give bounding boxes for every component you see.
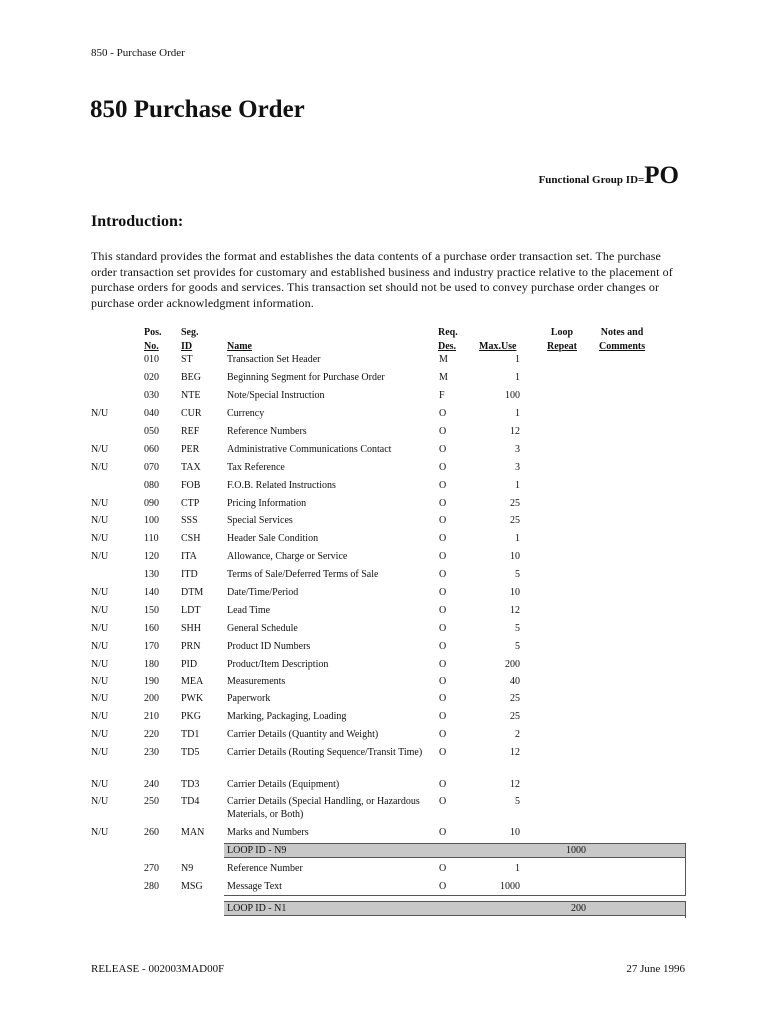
row-name: Paperwork <box>227 693 271 704</box>
row-pos: 070 <box>144 462 159 473</box>
row-usage: N/U <box>91 827 109 838</box>
row-req: O <box>439 605 447 616</box>
row-req: O <box>439 426 447 437</box>
row-req: O <box>439 641 447 652</box>
row-maxuse: 12 <box>510 779 520 790</box>
row-seg-id: TD1 <box>181 729 200 740</box>
row-seg-id: PWK <box>181 693 204 704</box>
row-maxuse: 25 <box>510 515 520 526</box>
row-name: Marking, Packaging, Loading <box>227 711 347 722</box>
row-usage: N/U <box>91 587 109 598</box>
row-name: Carrier Details (Routing Sequence/Transit Time) <box>227 747 423 758</box>
row-seg-id: DTM <box>181 587 204 598</box>
row-req: O <box>439 551 447 562</box>
row-pos: 260 <box>144 827 159 838</box>
row-req: O <box>439 676 447 687</box>
row-name: Lead Time <box>227 605 271 616</box>
row-pos: 160 <box>144 623 159 634</box>
row-req: O <box>439 623 447 634</box>
row-req: O <box>439 693 447 704</box>
row-name: Date/Time/Period <box>227 587 299 598</box>
row-req: O <box>439 444 447 455</box>
row-req: O <box>439 569 447 580</box>
row-name: Pricing Information <box>227 498 307 509</box>
row-name: Tax Reference <box>227 462 285 473</box>
row-name: Allowance, Charge or Service <box>227 551 348 562</box>
row-seg-id: ITD <box>181 569 198 580</box>
row-name: Transaction Set Header <box>227 354 321 365</box>
row-req: O <box>439 462 447 473</box>
row-req: O <box>439 711 447 722</box>
row-maxuse: 5 <box>515 641 520 652</box>
header-name: Name <box>227 341 252 352</box>
row-pos: 120 <box>144 551 159 562</box>
loop-n1-repeat: 200 <box>571 903 586 914</box>
row-pos: 240 <box>144 779 159 790</box>
row-name: F.O.B. Related Instructions <box>227 480 336 491</box>
footer-date: 27 June 1996 <box>626 963 685 975</box>
row-seg-id: TD4 <box>181 796 200 807</box>
row-seg-id: REF <box>181 426 200 437</box>
row-req: O <box>439 863 447 874</box>
row-maxuse: 1000 <box>500 881 520 892</box>
header-seg: Seg. ID <box>181 327 199 352</box>
row-req: O <box>439 659 447 670</box>
row-pos: 090 <box>144 498 159 509</box>
row-seg-id: TD3 <box>181 779 200 790</box>
row-pos: 190 <box>144 676 159 687</box>
row-seg-id: MEA <box>181 676 204 687</box>
row-name: Currency <box>227 408 265 419</box>
footer-release: RELEASE - 002003MAD00F <box>91 963 225 975</box>
row-usage: N/U <box>91 641 109 652</box>
row-seg-id: TD5 <box>181 747 200 758</box>
row-pos: 200 <box>144 693 159 704</box>
header-req: Req. Des. <box>438 327 458 352</box>
row-req: O <box>439 779 447 790</box>
row-usage: N/U <box>91 747 109 758</box>
row-maxuse: 1 <box>515 480 520 491</box>
row-seg-id: ST <box>181 354 193 365</box>
row-usage: N/U <box>91 659 109 670</box>
row-pos: 270 <box>144 863 159 874</box>
row-seg-id: TAX <box>181 462 201 473</box>
row-maxuse: 12 <box>510 747 520 758</box>
row-maxuse: 3 <box>515 444 520 455</box>
row-req: O <box>439 796 447 807</box>
row-req: O <box>439 587 447 598</box>
row-name: Reference Numbers <box>227 426 307 437</box>
row-name: Reference Number <box>227 863 303 874</box>
row-usage: N/U <box>91 462 109 473</box>
row-name: Carrier Details (Equipment) <box>227 779 340 790</box>
row-maxuse: 200 <box>505 659 520 670</box>
functional-group-value: PO <box>644 162 679 189</box>
row-name: Message Text <box>227 881 282 892</box>
functional-group-label: Functional Group ID= <box>538 174 645 186</box>
row-seg-id: BEG <box>181 372 201 383</box>
row-req: F <box>439 390 445 401</box>
row-seg-id: PER <box>181 444 200 455</box>
row-name: Note/Special Instruction <box>227 390 325 401</box>
row-maxuse: 10 <box>510 551 520 562</box>
row-req: O <box>439 747 447 758</box>
row-req: O <box>439 515 447 526</box>
row-maxuse: 3 <box>515 462 520 473</box>
row-seg-id: ITA <box>181 551 197 562</box>
row-maxuse: 5 <box>515 796 520 807</box>
row-usage: N/U <box>91 551 109 562</box>
header-maxuse: Max.Use <box>479 341 517 352</box>
row-seg-id: LDT <box>181 605 201 616</box>
loop-n1-label: LOOP ID - N1 <box>227 903 287 914</box>
row-usage: N/U <box>91 444 109 455</box>
row-maxuse: 1 <box>515 533 520 544</box>
row-pos: 210 <box>144 711 159 722</box>
row-pos: 220 <box>144 729 159 740</box>
introduction-text: This standard provides the format and establishes the data contents of a purchase order transaction set. The purchase order transaction set provides for customary and established business and industry practice relative to the placement of purchase orders for goods and services. This transaction set should not be used to convey purchase order changes or purchase order acknowledgment information. <box>91 249 673 310</box>
row-name: Administrative Communications Contact <box>227 444 392 455</box>
row-usage: N/U <box>91 605 109 616</box>
loop-n9-bar <box>224 843 686 858</box>
row-name: General Schedule <box>227 623 298 634</box>
row-name: Special Services <box>227 515 293 526</box>
row-req: O <box>439 480 447 491</box>
row-usage: N/U <box>91 711 109 722</box>
row-seg-id: SSS <box>181 515 198 526</box>
row-pos: 230 <box>144 747 159 758</box>
row-req: O <box>439 498 447 509</box>
row-req: O <box>439 729 447 740</box>
row-pos: 280 <box>144 881 159 892</box>
row-maxuse: 2 <box>515 729 520 740</box>
row-usage: N/U <box>91 729 109 740</box>
row-pos: 060 <box>144 444 159 455</box>
row-pos: 030 <box>144 390 159 401</box>
row-pos: 080 <box>144 480 159 491</box>
loop-n9-bracket-bottom <box>224 895 686 896</box>
row-pos: 170 <box>144 641 159 652</box>
row-req: O <box>439 881 447 892</box>
row-pos: 020 <box>144 372 159 383</box>
row-maxuse: 25 <box>510 498 520 509</box>
row-seg-id: MAN <box>181 827 205 838</box>
row-name: Marks and Numbers <box>227 827 309 838</box>
page-title: 850 Purchase Order <box>90 96 305 123</box>
row-usage: N/U <box>91 408 109 419</box>
row-seg-id: FOB <box>181 480 201 491</box>
row-seg-id: PID <box>181 659 198 670</box>
row-seg-id: N9 <box>181 863 194 874</box>
row-maxuse: 1 <box>515 863 520 874</box>
row-maxuse: 10 <box>510 827 520 838</box>
row-name: Beginning Segment for Purchase Order <box>227 372 385 383</box>
row-maxuse: 10 <box>510 587 520 598</box>
row-req: O <box>439 533 447 544</box>
row-pos: 050 <box>144 426 159 437</box>
row-maxuse: 5 <box>515 623 520 634</box>
row-seg-id: CUR <box>181 408 202 419</box>
row-pos: 040 <box>144 408 159 419</box>
row-req: O <box>439 827 447 838</box>
row-pos: 140 <box>144 587 159 598</box>
row-req: M <box>439 372 448 383</box>
row-seg-id: PKG <box>181 711 202 722</box>
row-maxuse: 12 <box>510 426 520 437</box>
row-seg-id: SHH <box>181 623 202 634</box>
row-usage: N/U <box>91 623 109 634</box>
loop-n9-label: LOOP ID - N9 <box>227 845 287 856</box>
row-usage: N/U <box>91 693 109 704</box>
row-usage: N/U <box>91 515 109 526</box>
running-head: 850 - Purchase Order <box>91 47 185 59</box>
row-seg-id: CTP <box>181 498 200 509</box>
row-pos: 150 <box>144 605 159 616</box>
row-name: Terms of Sale/Deferred Terms of Sale <box>227 569 379 580</box>
row-usage: N/U <box>91 498 109 509</box>
loop-n9-bracket <box>685 843 686 896</box>
row-usage: N/U <box>91 533 109 544</box>
row-req: O <box>439 408 447 419</box>
header-loop: Loop Repeat <box>547 327 577 352</box>
row-pos: 250 <box>144 796 159 807</box>
row-name: Product/Item Description <box>227 659 329 670</box>
row-maxuse: 25 <box>510 693 520 704</box>
row-maxuse: 5 <box>515 569 520 580</box>
row-maxuse: 1 <box>515 408 520 419</box>
introduction-heading: Introduction: <box>91 213 184 230</box>
row-maxuse: 1 <box>515 372 520 383</box>
row-pos: 100 <box>144 515 159 526</box>
row-name: Carrier Details (Special Handling, or Hazardous Materials, or Both) <box>227 796 420 820</box>
loop-n9-repeat: 1000 <box>566 845 586 856</box>
row-maxuse: 40 <box>510 676 520 687</box>
row-pos: 110 <box>144 533 159 544</box>
row-pos: 180 <box>144 659 159 670</box>
row-pos: 010 <box>144 354 159 365</box>
row-name: Measurements <box>227 676 286 687</box>
row-usage: N/U <box>91 676 109 687</box>
row-name: Product ID Numbers <box>227 641 311 652</box>
header-pos: Pos. No. <box>144 327 162 352</box>
row-seg-id: PRN <box>181 641 201 652</box>
row-seg-id: NTE <box>181 390 201 401</box>
row-maxuse: 100 <box>505 390 520 401</box>
loop-n1-bracket <box>685 901 686 918</box>
row-maxuse: 1 <box>515 354 520 365</box>
row-usage: N/U <box>91 779 109 790</box>
loop-n1-bar <box>224 901 686 916</box>
row-maxuse: 25 <box>510 711 520 722</box>
row-name: Header Sale Condition <box>227 533 319 544</box>
row-pos: 130 <box>144 569 159 580</box>
header-notes: Notes and Comments <box>599 327 646 352</box>
row-req: M <box>439 354 448 365</box>
row-maxuse: 12 <box>510 605 520 616</box>
row-usage: N/U <box>91 796 109 807</box>
row-name: Carrier Details (Quantity and Weight) <box>227 729 379 740</box>
row-seg-id: CSH <box>181 533 201 544</box>
row-seg-id: MSG <box>181 881 203 892</box>
